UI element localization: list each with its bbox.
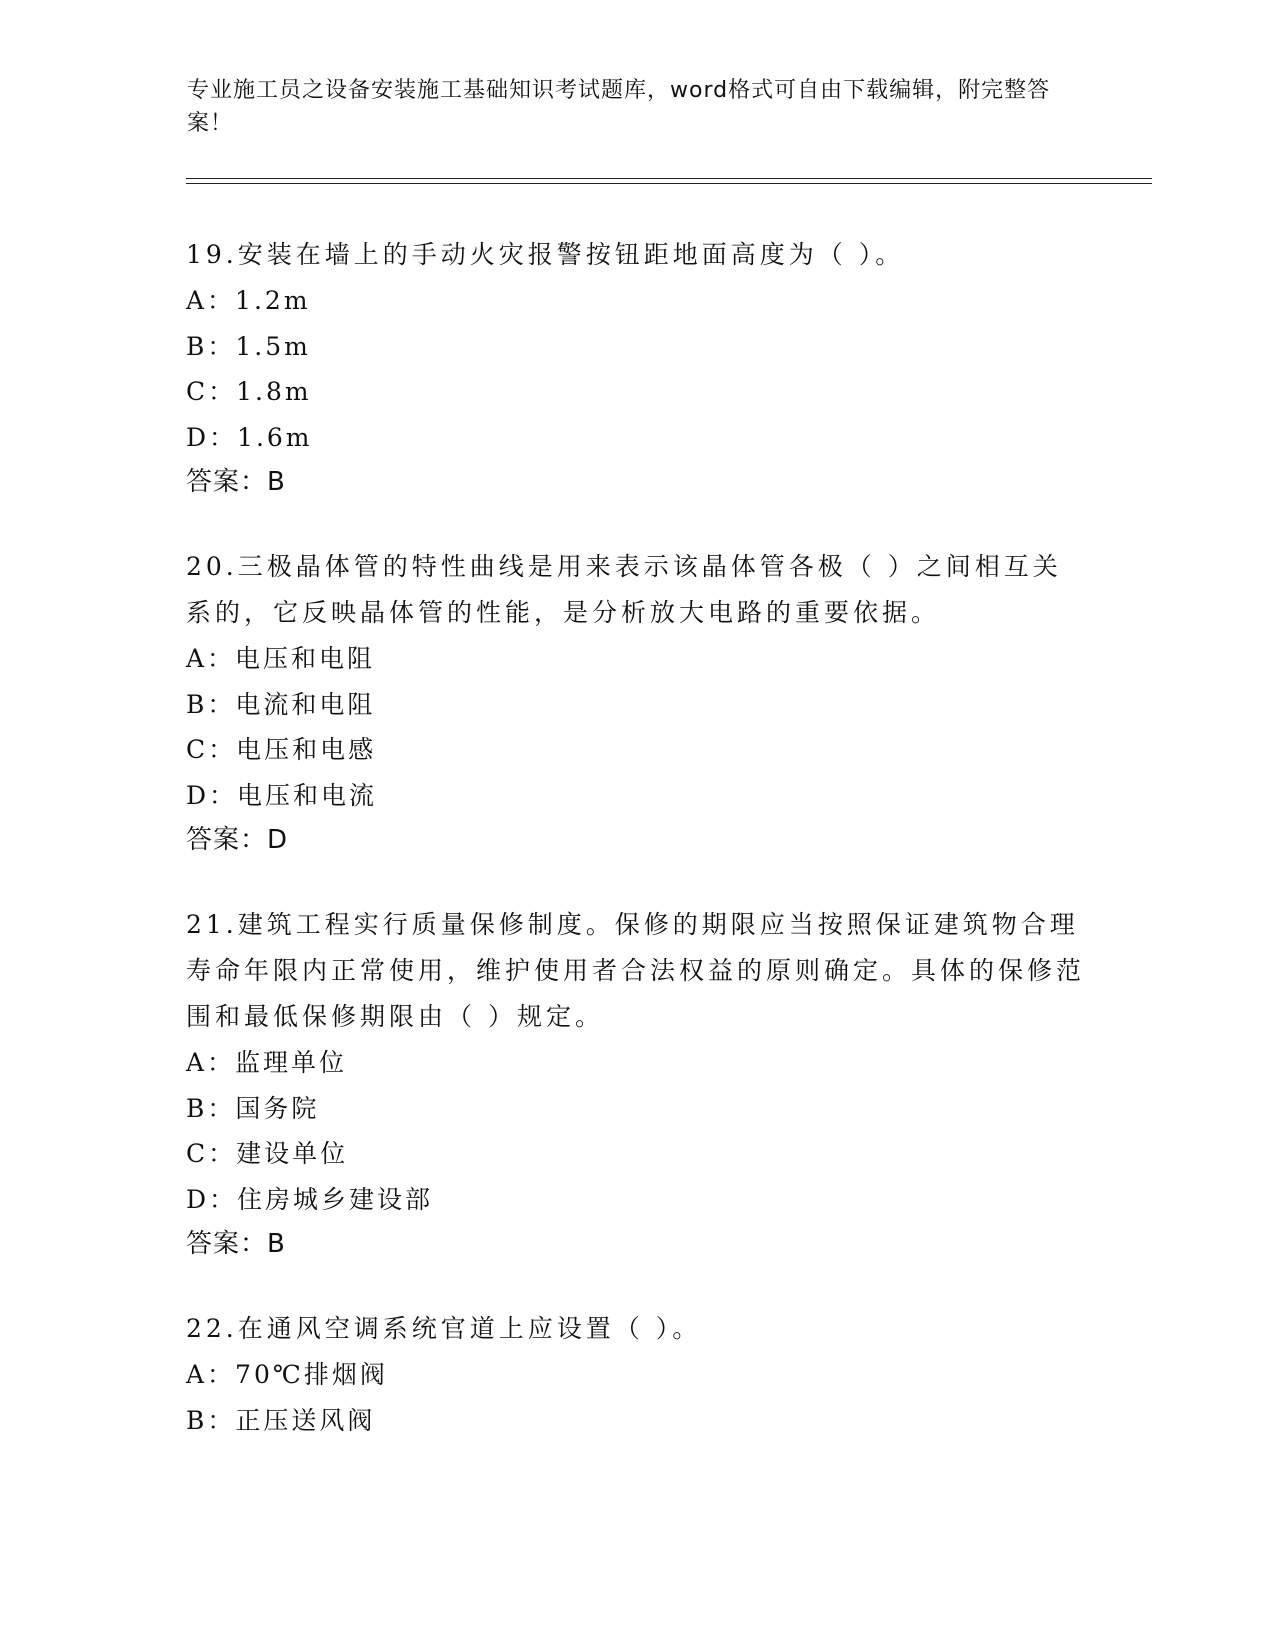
option-c: C：建设单位 — [186, 1139, 349, 1168]
option-a: A：监理单位 — [186, 1048, 348, 1077]
question-stem: 22.在通风空调系统官道上应设置（ ）。 — [186, 1314, 702, 1343]
document-header: 专业施工员之设备安装施工基础知识考试题库，word格式可自由下载编辑，附完整答案！ — [187, 78, 1051, 136]
answer: 答案：B — [186, 1229, 286, 1259]
question-list — [186, 232, 1086, 1483]
answer: 答案：D — [186, 825, 289, 855]
option-d: D：1.6m — [186, 422, 313, 452]
question-stem: 19.安装在墙上的手动火灾报警按钮距地面高度为（ ）。 — [186, 240, 905, 269]
header-divider — [186, 178, 1152, 184]
option-d: D：电压和电流 — [186, 780, 378, 810]
option-a: A：电压和电阻 — [186, 644, 376, 673]
question-20 — [186, 544, 1086, 862]
option-c: C：电压和电感 — [186, 735, 377, 764]
question-21 — [186, 902, 1086, 1266]
option-b: B：电流和电阻 — [186, 689, 376, 719]
question-stem: 21.建筑工程实行质量保修制度。保修的期限应当按照保证建筑物合理寿命年限内正常使用，维护使用者合法权益的原则确定。具体的保修范围和最低保修期限由（ ）规定。 — [186, 910, 1086, 1031]
option-d: D：住房城乡建设部 — [186, 1184, 434, 1214]
option-a: A：1.2m — [186, 286, 311, 315]
question-stem: 20.三极晶体管的特性曲线是用来表示该晶体管各极（ ）之间相互关系的，它反映晶体管的性能，是分析放大电路的重要依据。 — [186, 552, 1062, 627]
option-b: B：正压送风阀 — [186, 1405, 376, 1435]
option-b: B：国务院 — [186, 1093, 320, 1123]
option-a: A：70℃排烟阀 — [186, 1360, 388, 1389]
question-22 — [186, 1306, 1086, 1443]
answer: 答案：B — [186, 467, 286, 497]
option-b: B：1.5m — [186, 331, 311, 361]
question-19 — [186, 232, 1086, 504]
option-c: C：1.8m — [186, 377, 312, 406]
